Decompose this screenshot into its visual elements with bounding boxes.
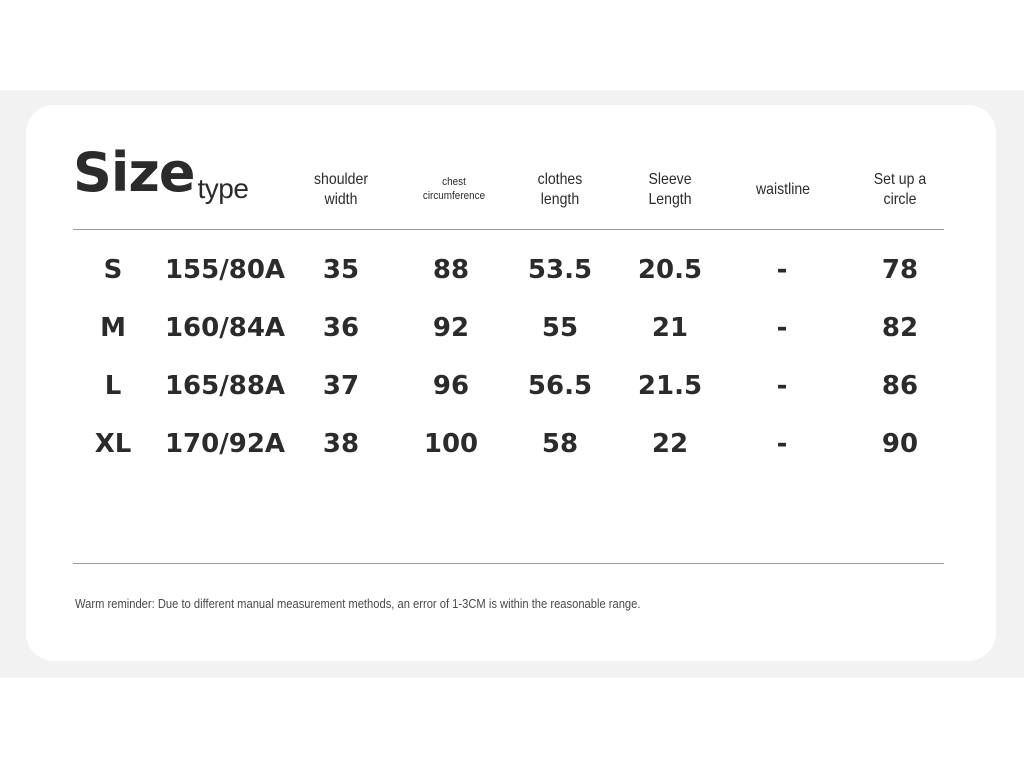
cell-sleeve: 20.5	[637, 255, 703, 285]
header-shoulder-width	[297, 150, 385, 230]
header-clothes-length	[516, 150, 604, 230]
cell-waist: -	[776, 371, 788, 401]
cell-waist: -	[776, 313, 788, 343]
header-label-line2: circle	[883, 191, 917, 208]
cell-waist: -	[776, 255, 788, 285]
header-label-line2: circumference	[422, 190, 486, 202]
header-label-line2: length	[540, 191, 580, 208]
cell-chest: 88	[432, 255, 470, 285]
cell-length: 56.5	[527, 371, 593, 401]
header-label-line1: waistline	[755, 181, 810, 198]
header-chest-circumference	[405, 150, 504, 230]
cell-size: XL	[94, 429, 132, 459]
cell-type: 155/80A	[164, 255, 286, 285]
warm-reminder-note: Warm reminder: Due to different manual measurement methods, an error of 1-3CM is within the reasonable range.	[75, 596, 641, 611]
cell-shoulder: 36	[322, 313, 360, 343]
cell-shoulder: 35	[322, 255, 360, 285]
cell-type: 160/84A	[164, 313, 286, 343]
cell-length: 55	[541, 313, 579, 343]
footer-divider	[73, 563, 944, 564]
header-label-line1: Set up a	[873, 171, 927, 188]
header-label-line2: width	[324, 191, 358, 208]
header-type-label: type	[197, 172, 249, 204]
cell-circle: 78	[881, 255, 919, 285]
header-sleeve-length	[626, 150, 714, 230]
chart-title: Size	[73, 141, 195, 204]
header-label-line1: chest	[442, 176, 466, 189]
cell-length: 58	[541, 429, 579, 459]
header-waistline	[735, 150, 832, 230]
cell-length: 53.5	[527, 255, 593, 285]
cell-size: S	[103, 255, 123, 285]
header-label-line2: Length	[648, 191, 692, 208]
cell-chest: 96	[432, 371, 470, 401]
header-type	[175, 148, 271, 228]
cell-type: 170/92A	[164, 429, 286, 459]
header-divider	[73, 229, 944, 230]
cell-circle: 90	[881, 429, 919, 459]
cell-size: L	[104, 371, 122, 401]
header-label-line1: Sleeve	[648, 171, 692, 188]
cell-chest: 92	[432, 313, 470, 343]
cell-circle: 86	[881, 371, 919, 401]
cell-sleeve: 21	[651, 313, 689, 343]
cell-shoulder: 37	[322, 371, 360, 401]
cell-size: M	[100, 313, 126, 343]
cell-circle: 82	[881, 313, 919, 343]
header-label-line1: clothes	[537, 171, 583, 188]
header-circle	[856, 150, 944, 230]
cell-waist: -	[776, 429, 788, 459]
cell-shoulder: 38	[322, 429, 360, 459]
cell-sleeve: 21.5	[637, 371, 703, 401]
header-label-line1: shoulder	[313, 171, 369, 188]
cell-sleeve: 22	[651, 429, 689, 459]
cell-type: 165/88A	[164, 371, 286, 401]
cell-chest: 100	[423, 429, 479, 459]
